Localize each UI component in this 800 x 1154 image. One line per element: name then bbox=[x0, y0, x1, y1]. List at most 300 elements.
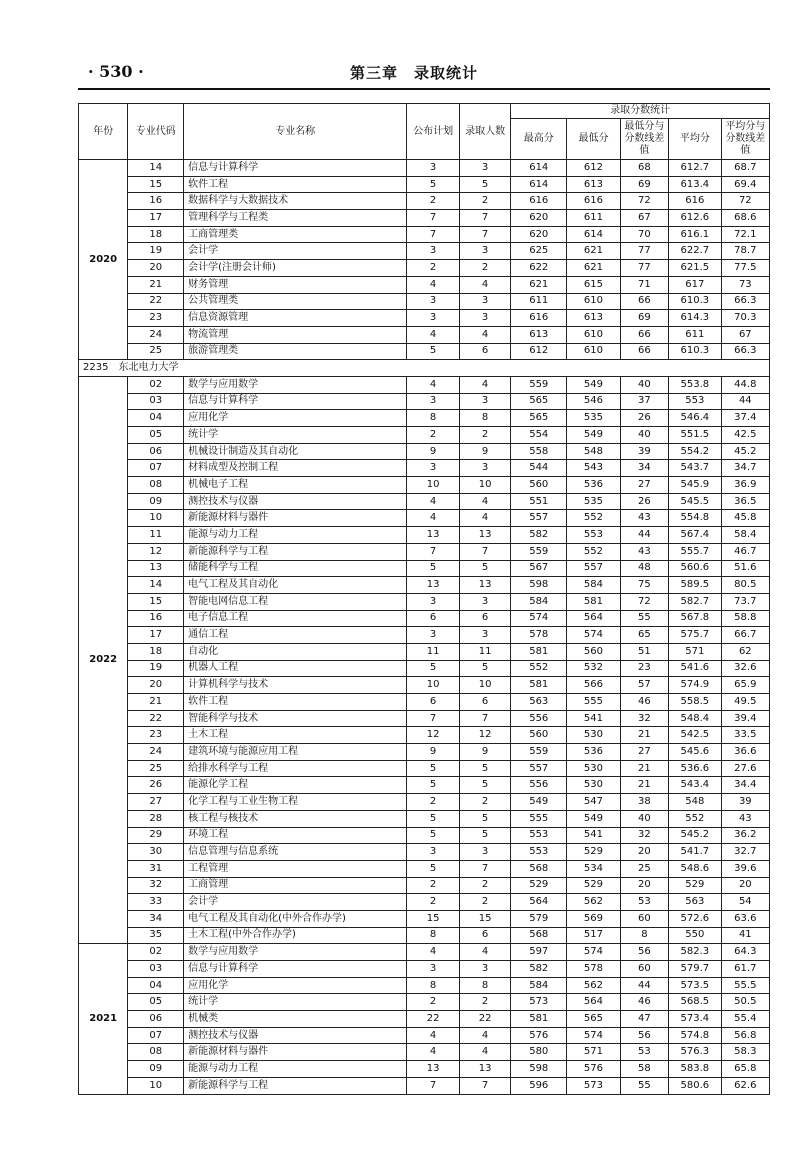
cell-plan: 5 bbox=[407, 827, 460, 844]
cell-avg-diff: 42.5 bbox=[721, 427, 769, 444]
cell-avg-diff: 67 bbox=[721, 326, 769, 343]
cell-name: 应用化学 bbox=[184, 977, 407, 994]
cell-min: 610 bbox=[567, 326, 621, 343]
cell-admitted: 4 bbox=[459, 493, 511, 510]
cell-admitted: 7 bbox=[459, 210, 511, 227]
cell-code: 04 bbox=[128, 410, 184, 427]
cell-min: 615 bbox=[567, 276, 621, 293]
cell-avg: 545.5 bbox=[669, 493, 722, 510]
table-row bbox=[79, 844, 770, 861]
table-row bbox=[79, 176, 770, 193]
cell-plan: 9 bbox=[407, 744, 460, 761]
header-max: 最高分 bbox=[511, 119, 567, 160]
cell-avg-diff: 66.3 bbox=[721, 293, 769, 310]
cell-code: 14 bbox=[128, 160, 184, 177]
cell-min: 530 bbox=[567, 727, 621, 744]
cell-min-diff: 53 bbox=[620, 894, 668, 911]
cell-min-diff: 26 bbox=[620, 493, 668, 510]
cell-min: 536 bbox=[567, 477, 621, 494]
cell-admitted: 6 bbox=[459, 927, 511, 944]
cell-name: 智能科学与技术 bbox=[184, 710, 407, 727]
year-cell: 2020 bbox=[79, 160, 128, 360]
cell-avg: 613.4 bbox=[669, 176, 722, 193]
cell-admitted: 3 bbox=[459, 627, 511, 644]
cell-avg: 552 bbox=[669, 810, 722, 827]
cell-min: 613 bbox=[567, 310, 621, 327]
cell-max: 621 bbox=[511, 276, 567, 293]
table-row bbox=[79, 210, 770, 227]
cell-admitted: 3 bbox=[459, 160, 511, 177]
cell-min: 581 bbox=[567, 593, 621, 610]
cell-min-diff: 27 bbox=[620, 744, 668, 761]
cell-min-diff: 44 bbox=[620, 527, 668, 544]
cell-min: 549 bbox=[567, 427, 621, 444]
cell-plan: 2 bbox=[407, 877, 460, 894]
cell-plan: 4 bbox=[407, 376, 460, 393]
cell-name: 信息与计算科学 bbox=[184, 160, 407, 177]
cell-code: 28 bbox=[128, 810, 184, 827]
cell-name: 新能源科学与工程 bbox=[184, 1077, 407, 1094]
cell-admitted: 5 bbox=[459, 660, 511, 677]
cell-max: 622 bbox=[511, 260, 567, 277]
cell-min: 552 bbox=[567, 510, 621, 527]
cell-code: 20 bbox=[128, 677, 184, 694]
cell-min: 573 bbox=[567, 1077, 621, 1094]
cell-name: 机器人工程 bbox=[184, 660, 407, 677]
cell-min-diff: 43 bbox=[620, 543, 668, 560]
cell-max: 584 bbox=[511, 977, 567, 994]
cell-min: 584 bbox=[567, 577, 621, 594]
cell-min: 574 bbox=[567, 944, 621, 961]
cell-min-diff: 37 bbox=[620, 393, 668, 410]
cell-avg: 560.6 bbox=[669, 560, 722, 577]
cell-plan: 3 bbox=[407, 593, 460, 610]
cell-name: 新能源科学与工程 bbox=[184, 543, 407, 560]
table-row bbox=[79, 293, 770, 310]
cell-min-diff: 66 bbox=[620, 343, 668, 360]
cell-code: 31 bbox=[128, 860, 184, 877]
cell-code: 27 bbox=[128, 794, 184, 811]
table-row bbox=[79, 326, 770, 343]
cell-min-diff: 60 bbox=[620, 910, 668, 927]
cell-avg-diff: 49.5 bbox=[721, 694, 769, 711]
cell-plan: 5 bbox=[407, 560, 460, 577]
cell-code: 10 bbox=[128, 1077, 184, 1094]
cell-code: 18 bbox=[128, 643, 184, 660]
cell-avg: 551.5 bbox=[669, 427, 722, 444]
cell-min: 613 bbox=[567, 176, 621, 193]
cell-avg: 541.6 bbox=[669, 660, 722, 677]
cell-code: 16 bbox=[128, 193, 184, 210]
cell-min-diff: 46 bbox=[620, 994, 668, 1011]
table-row bbox=[79, 226, 770, 243]
cell-name: 测控技术与仪器 bbox=[184, 1027, 407, 1044]
cell-admitted: 9 bbox=[459, 443, 511, 460]
cell-min: 574 bbox=[567, 1027, 621, 1044]
cell-avg: 614.3 bbox=[669, 310, 722, 327]
cell-avg-diff: 69.4 bbox=[721, 176, 769, 193]
cell-code: 22 bbox=[128, 293, 184, 310]
cell-name: 新能源材料与器件 bbox=[184, 510, 407, 527]
table-row bbox=[79, 1027, 770, 1044]
cell-admitted: 2 bbox=[459, 260, 511, 277]
cell-max: 578 bbox=[511, 627, 567, 644]
cell-avg: 555.7 bbox=[669, 543, 722, 560]
cell-name: 机械电子工程 bbox=[184, 477, 407, 494]
cell-admitted: 11 bbox=[459, 643, 511, 660]
cell-avg-diff: 44.8 bbox=[721, 376, 769, 393]
cell-avg-diff: 63.6 bbox=[721, 910, 769, 927]
cell-max: 558 bbox=[511, 443, 567, 460]
table-row bbox=[79, 794, 770, 811]
university-name: 2235 东北电力大学 bbox=[79, 360, 770, 377]
cell-admitted: 2 bbox=[459, 994, 511, 1011]
cell-code: 03 bbox=[128, 961, 184, 978]
cell-plan: 10 bbox=[407, 677, 460, 694]
cell-code: 29 bbox=[128, 827, 184, 844]
cell-min: 549 bbox=[567, 810, 621, 827]
cell-min: 555 bbox=[567, 694, 621, 711]
table-row bbox=[79, 994, 770, 1011]
cell-max: 560 bbox=[511, 727, 567, 744]
cell-admitted: 7 bbox=[459, 860, 511, 877]
cell-min: 560 bbox=[567, 643, 621, 660]
cell-avg-diff: 80.5 bbox=[721, 577, 769, 594]
cell-plan: 8 bbox=[407, 410, 460, 427]
cell-max: 549 bbox=[511, 794, 567, 811]
cell-max: 574 bbox=[511, 610, 567, 627]
cell-min: 534 bbox=[567, 860, 621, 877]
cell-plan: 2 bbox=[407, 260, 460, 277]
cell-avg: 553.8 bbox=[669, 376, 722, 393]
cell-max: 551 bbox=[511, 493, 567, 510]
cell-code: 07 bbox=[128, 1027, 184, 1044]
cell-max: 581 bbox=[511, 677, 567, 694]
cell-admitted: 6 bbox=[459, 343, 511, 360]
cell-plan: 5 bbox=[407, 860, 460, 877]
cell-max: 620 bbox=[511, 226, 567, 243]
cell-admitted: 2 bbox=[459, 427, 511, 444]
cell-avg-diff: 62.6 bbox=[721, 1077, 769, 1094]
cell-avg-diff: 54 bbox=[721, 894, 769, 911]
header-avg-diff: 平均分与分数线差值 bbox=[721, 119, 769, 160]
cell-min-diff: 72 bbox=[620, 193, 668, 210]
cell-code: 13 bbox=[128, 560, 184, 577]
cell-avg-diff: 34.7 bbox=[721, 460, 769, 477]
cell-code: 02 bbox=[128, 376, 184, 393]
cell-admitted: 3 bbox=[459, 243, 511, 260]
cell-min: 541 bbox=[567, 827, 621, 844]
cell-code: 16 bbox=[128, 610, 184, 627]
cell-code: 02 bbox=[128, 944, 184, 961]
cell-code: 14 bbox=[128, 577, 184, 594]
cell-admitted: 10 bbox=[459, 677, 511, 694]
cell-plan: 4 bbox=[407, 1044, 460, 1061]
cell-min: 535 bbox=[567, 493, 621, 510]
table-body bbox=[79, 160, 770, 1095]
cell-admitted: 10 bbox=[459, 477, 511, 494]
table-row bbox=[79, 877, 770, 894]
cell-avg: 622.7 bbox=[669, 243, 722, 260]
cell-admitted: 2 bbox=[459, 877, 511, 894]
cell-min-diff: 23 bbox=[620, 660, 668, 677]
table-row bbox=[79, 243, 770, 260]
cell-code: 21 bbox=[128, 694, 184, 711]
cell-admitted: 3 bbox=[459, 844, 511, 861]
cell-admitted: 7 bbox=[459, 543, 511, 560]
cell-plan: 4 bbox=[407, 326, 460, 343]
cell-avg: 582.7 bbox=[669, 593, 722, 610]
cell-min-diff: 69 bbox=[620, 310, 668, 327]
cell-avg-diff: 58.8 bbox=[721, 610, 769, 627]
cell-min-diff: 57 bbox=[620, 677, 668, 694]
cell-admitted: 13 bbox=[459, 1061, 511, 1078]
cell-max: 556 bbox=[511, 710, 567, 727]
cell-name: 环境工程 bbox=[184, 827, 407, 844]
cell-plan: 13 bbox=[407, 1061, 460, 1078]
cell-code: 06 bbox=[128, 443, 184, 460]
cell-avg-diff: 36.5 bbox=[721, 493, 769, 510]
cell-avg: 554.8 bbox=[669, 510, 722, 527]
cell-code: 09 bbox=[128, 1061, 184, 1078]
cell-admitted: 13 bbox=[459, 577, 511, 594]
cell-max: 580 bbox=[511, 1044, 567, 1061]
cell-max: 564 bbox=[511, 894, 567, 911]
cell-avg-diff: 55.5 bbox=[721, 977, 769, 994]
cell-avg-diff: 70.3 bbox=[721, 310, 769, 327]
table-row bbox=[79, 643, 770, 660]
cell-min-diff: 40 bbox=[620, 810, 668, 827]
cell-min-diff: 27 bbox=[620, 477, 668, 494]
cell-min: 616 bbox=[567, 193, 621, 210]
cell-plan: 5 bbox=[407, 343, 460, 360]
cell-code: 19 bbox=[128, 660, 184, 677]
cell-min: 541 bbox=[567, 710, 621, 727]
cell-min-diff: 65 bbox=[620, 627, 668, 644]
cell-min: 557 bbox=[567, 560, 621, 577]
cell-admitted: 5 bbox=[459, 176, 511, 193]
cell-min-diff: 21 bbox=[620, 760, 668, 777]
cell-avg: 536.6 bbox=[669, 760, 722, 777]
cell-min-diff: 21 bbox=[620, 727, 668, 744]
cell-plan: 3 bbox=[407, 627, 460, 644]
cell-plan: 3 bbox=[407, 460, 460, 477]
cell-plan: 2 bbox=[407, 994, 460, 1011]
cell-admitted: 3 bbox=[459, 593, 511, 610]
header-plan: 公布计划 bbox=[407, 104, 460, 160]
cell-code: 23 bbox=[128, 310, 184, 327]
cell-code: 10 bbox=[128, 510, 184, 527]
cell-admitted: 5 bbox=[459, 810, 511, 827]
cell-max: 529 bbox=[511, 877, 567, 894]
cell-code: 26 bbox=[128, 777, 184, 794]
cell-code: 09 bbox=[128, 493, 184, 510]
table-row bbox=[79, 510, 770, 527]
cell-avg: 553 bbox=[669, 393, 722, 410]
cell-admitted: 5 bbox=[459, 827, 511, 844]
cell-min-diff: 46 bbox=[620, 694, 668, 711]
page-header bbox=[78, 58, 768, 88]
admission-score-table bbox=[78, 103, 770, 1095]
cell-avg-diff: 36.2 bbox=[721, 827, 769, 844]
header-score-group: 录取分数统计 bbox=[511, 104, 770, 119]
cell-min: 621 bbox=[567, 243, 621, 260]
cell-name: 电子信息工程 bbox=[184, 610, 407, 627]
cell-admitted: 15 bbox=[459, 910, 511, 927]
table-row bbox=[79, 443, 770, 460]
cell-plan: 6 bbox=[407, 694, 460, 711]
cell-name: 储能科学与工程 bbox=[184, 560, 407, 577]
cell-name: 建筑环境与能源应用工程 bbox=[184, 744, 407, 761]
cell-max: 559 bbox=[511, 744, 567, 761]
table-row bbox=[79, 477, 770, 494]
cell-min: 571 bbox=[567, 1044, 621, 1061]
cell-code: 17 bbox=[128, 210, 184, 227]
cell-name: 工商管理 bbox=[184, 877, 407, 894]
cell-avg: 582.3 bbox=[669, 944, 722, 961]
cell-admitted: 13 bbox=[459, 527, 511, 544]
cell-avg: 543.4 bbox=[669, 777, 722, 794]
cell-avg-diff: 61.7 bbox=[721, 961, 769, 978]
cell-avg: 548.4 bbox=[669, 710, 722, 727]
cell-max: 625 bbox=[511, 243, 567, 260]
header-name: 专业名称 bbox=[184, 104, 407, 160]
cell-avg-diff: 65.8 bbox=[721, 1061, 769, 1078]
cell-code: 17 bbox=[128, 627, 184, 644]
cell-name: 能源与动力工程 bbox=[184, 527, 407, 544]
table-row bbox=[79, 1077, 770, 1094]
cell-min: 564 bbox=[567, 610, 621, 627]
cell-admitted: 3 bbox=[459, 293, 511, 310]
cell-admitted: 2 bbox=[459, 193, 511, 210]
cell-name: 数据科学与大数据技术 bbox=[184, 193, 407, 210]
cell-max: 573 bbox=[511, 994, 567, 1011]
table-row bbox=[79, 710, 770, 727]
cell-min: 553 bbox=[567, 527, 621, 544]
cell-max: 614 bbox=[511, 160, 567, 177]
cell-avg-diff: 34.4 bbox=[721, 777, 769, 794]
cell-plan: 3 bbox=[407, 310, 460, 327]
cell-plan: 7 bbox=[407, 210, 460, 227]
cell-plan: 2 bbox=[407, 894, 460, 911]
table-row bbox=[79, 343, 770, 360]
cell-plan: 3 bbox=[407, 160, 460, 177]
table-row bbox=[79, 310, 770, 327]
cell-min-diff: 77 bbox=[620, 260, 668, 277]
cell-avg-diff: 56.8 bbox=[721, 1027, 769, 1044]
cell-name: 财务管理 bbox=[184, 276, 407, 293]
cell-avg: 583.8 bbox=[669, 1061, 722, 1078]
cell-avg: 571 bbox=[669, 643, 722, 660]
table-row bbox=[79, 260, 770, 277]
cell-plan: 2 bbox=[407, 193, 460, 210]
cell-avg: 616.1 bbox=[669, 226, 722, 243]
cell-max: 555 bbox=[511, 810, 567, 827]
cell-avg-diff: 72 bbox=[721, 193, 769, 210]
cell-min: 611 bbox=[567, 210, 621, 227]
table-row bbox=[79, 276, 770, 293]
cell-name: 新能源材料与器件 bbox=[184, 1044, 407, 1061]
table-row bbox=[79, 944, 770, 961]
cell-min-diff: 39 bbox=[620, 443, 668, 460]
cell-min-diff: 40 bbox=[620, 376, 668, 393]
cell-avg: 567.4 bbox=[669, 527, 722, 544]
cell-admitted: 4 bbox=[459, 326, 511, 343]
cell-avg: 580.6 bbox=[669, 1077, 722, 1094]
cell-name: 智能电网信息工程 bbox=[184, 593, 407, 610]
cell-min-diff: 47 bbox=[620, 1011, 668, 1028]
cell-admitted: 8 bbox=[459, 977, 511, 994]
cell-avg: 573.4 bbox=[669, 1011, 722, 1028]
cell-max: 581 bbox=[511, 643, 567, 660]
table-row bbox=[79, 410, 770, 427]
cell-admitted: 22 bbox=[459, 1011, 511, 1028]
cell-max: 568 bbox=[511, 927, 567, 944]
cell-avg-diff: 58.4 bbox=[721, 527, 769, 544]
cell-min-diff: 69 bbox=[620, 176, 668, 193]
cell-plan: 10 bbox=[407, 477, 460, 494]
table-row bbox=[79, 777, 770, 794]
cell-avg: 563 bbox=[669, 894, 722, 911]
cell-plan: 5 bbox=[407, 760, 460, 777]
header-admitted: 录取人数 bbox=[459, 104, 511, 160]
cell-plan: 5 bbox=[407, 777, 460, 794]
cell-name: 工程管理 bbox=[184, 860, 407, 877]
table-row bbox=[79, 1061, 770, 1078]
cell-admitted: 12 bbox=[459, 727, 511, 744]
cell-avg: 612.6 bbox=[669, 210, 722, 227]
cell-avg-diff: 43 bbox=[721, 810, 769, 827]
table-row bbox=[79, 827, 770, 844]
cell-min: 562 bbox=[567, 977, 621, 994]
cell-avg: 529 bbox=[669, 877, 722, 894]
university-row bbox=[79, 360, 770, 377]
table-row bbox=[79, 961, 770, 978]
cell-plan: 5 bbox=[407, 660, 460, 677]
table-row bbox=[79, 1044, 770, 1061]
cell-max: 612 bbox=[511, 343, 567, 360]
cell-min-diff: 71 bbox=[620, 276, 668, 293]
cell-min-diff: 77 bbox=[620, 243, 668, 260]
cell-max: 553 bbox=[511, 827, 567, 844]
cell-code: 03 bbox=[128, 393, 184, 410]
cell-plan: 3 bbox=[407, 243, 460, 260]
cell-name: 能源与动力工程 bbox=[184, 1061, 407, 1078]
cell-max: 552 bbox=[511, 660, 567, 677]
table-row bbox=[79, 627, 770, 644]
cell-min: 569 bbox=[567, 910, 621, 927]
cell-code: 24 bbox=[128, 326, 184, 343]
cell-admitted: 4 bbox=[459, 1044, 511, 1061]
table-row bbox=[79, 577, 770, 594]
cell-name: 会计学(注册会计师) bbox=[184, 260, 407, 277]
table-row bbox=[79, 744, 770, 761]
cell-min-diff: 21 bbox=[620, 777, 668, 794]
cell-min-diff: 20 bbox=[620, 877, 668, 894]
cell-avg: 554.2 bbox=[669, 443, 722, 460]
cell-max: 557 bbox=[511, 760, 567, 777]
cell-max: 563 bbox=[511, 694, 567, 711]
cell-plan: 7 bbox=[407, 710, 460, 727]
cell-max: 620 bbox=[511, 210, 567, 227]
cell-plan: 12 bbox=[407, 727, 460, 744]
cell-avg-diff: 36.6 bbox=[721, 744, 769, 761]
cell-avg-diff: 36.9 bbox=[721, 477, 769, 494]
cell-admitted: 5 bbox=[459, 560, 511, 577]
cell-avg-diff: 72.1 bbox=[721, 226, 769, 243]
cell-name: 土木工程 bbox=[184, 727, 407, 744]
cell-admitted: 4 bbox=[459, 376, 511, 393]
